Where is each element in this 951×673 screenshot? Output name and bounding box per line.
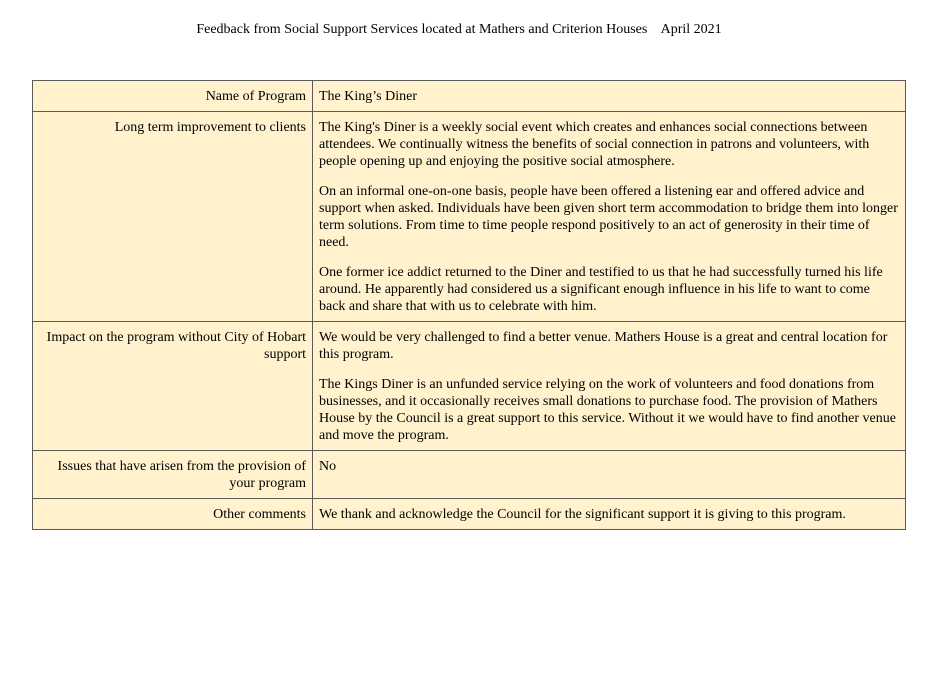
row-label: Impact on the program without City of Hobart support [33, 322, 313, 451]
page-header [0, 21, 918, 39]
feedback-table [32, 80, 906, 530]
row-value [313, 451, 906, 499]
row-impact-without-support [33, 322, 906, 451]
row-label: Long term improvement to clients [33, 112, 313, 322]
paragraph: The King's Diner is a weekly social event which creates and enhances social connections between attendees. We continually witness the benefits of social connection in patrons and volunteers, with people opening up and enjoying the positive social atmosphere. [319, 120, 870, 169]
row-label: Issues that have arisen from the provision of your program [33, 451, 313, 499]
program-name-value: The King’s Diner [319, 89, 417, 104]
row-label: Name of Program [33, 81, 313, 112]
row-value [313, 322, 906, 451]
paragraph: We thank and acknowledge the Council for the significant support it is giving to this program. [319, 507, 846, 522]
row-program-name [33, 81, 906, 112]
row-value [313, 112, 906, 322]
paragraph: One former ice addict returned to the Diner and testified to us that he had successfully turned his life around. He apparently had considered us a significant enough influence in his life to want to come back and share that with us to celebrate with him. [319, 265, 883, 314]
row-value [313, 499, 906, 530]
paragraph: On an informal one-on-one basis, people have been offered a listening ear and offered advice and support when asked. Individuals have been given short term accommodation to bridge them into longer term solutions. From time to time people respond positively to an act of generosity in their time of need. [319, 184, 898, 250]
report-date: April 2021 [660, 22, 722, 37]
row-other-comments [33, 499, 906, 530]
row-issues [33, 451, 906, 499]
row-value [313, 81, 906, 112]
page-title: Feedback from Social Support Services located at Mathers and Criterion Houses [196, 22, 648, 37]
paragraph: No [319, 459, 337, 474]
paragraph: The Kings Diner is an unfunded service relying on the work of volunteers and food donations from businesses, and it occasionally receives small donations to purchase food. The provision of Mathers House by the Council is a great support to this service. Without it we would have to find another venue and move the program. [319, 377, 896, 443]
row-label: Other comments [33, 499, 313, 530]
paragraph: We would be very challenged to find a better venue. Mathers House is a great and central location for this program. [319, 330, 888, 362]
row-long-term-improvement [33, 112, 906, 322]
